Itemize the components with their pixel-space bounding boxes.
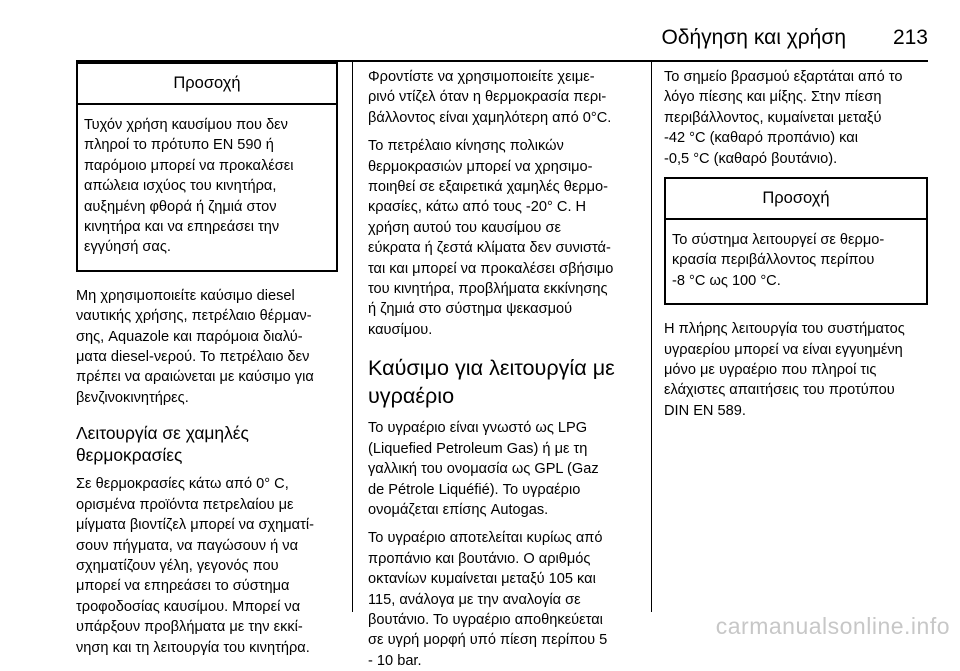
text-line: κινητήρα και να επηρεάσει την — [84, 219, 280, 236]
text-line: αυξημένη φθορά ή ζημιά στον — [84, 198, 277, 215]
text-line: βενζινοκινητήρες. — [76, 389, 189, 406]
text-line: σχηματίζουν γέλη, γεγονός που — [76, 557, 279, 574]
text-line: 115, ανάλογα με την αναλογία σε — [368, 591, 581, 608]
text-line: Μη χρησιμοποιείτε καύσιμο diesel — [76, 287, 295, 304]
page-number: 213 — [892, 26, 928, 49]
text-line: πρέπει να αραιώνεται με καύσιμο για — [76, 369, 314, 386]
text-line: χρήση αυτού του καυσίμου σε — [368, 219, 561, 236]
text-line: DIN EN 589. — [664, 402, 746, 419]
text-line: Το σύστημα λειτουργεί σε θερμο- — [672, 232, 885, 249]
text-line: μπορεί να επηρεάσει το σύστημα — [76, 578, 290, 595]
paragraph — [664, 319, 928, 421]
text-line: Η πλήρης λειτουργία του συστήματος — [664, 321, 905, 338]
text-line: de Pétrole Liquéfié). Το υγραέριο — [368, 481, 581, 498]
text-line: οκτανίων κυμαίνεται μεταξύ 105 και — [368, 571, 596, 588]
text-line: σουν πήγματα, να παγώσουν ή να — [76, 537, 299, 554]
caution-box — [76, 62, 338, 272]
text-line: (Liquefied Petroleum Gas) ή με τη — [368, 440, 588, 457]
text-line: λόγο πίεσης και μίξης. Στην πίεση — [664, 89, 882, 106]
text-line: σης, Aquazole και παρόμοια διαλύ- — [76, 328, 303, 345]
text-line: πληροί το πρότυπο EN 590 ή — [84, 137, 274, 154]
page-header — [76, 22, 928, 62]
paragraph — [368, 136, 638, 340]
caution-box — [664, 177, 928, 305]
heading-line: Καύσιμο για λειτουργία με — [368, 355, 615, 381]
heading-line: Λειτουργία σε χαμηλές — [76, 423, 249, 444]
heading-line: θερμοκρασίες — [76, 445, 183, 466]
text-line: μίγματα βιοντίζελ μπορεί να σχηματί- — [76, 517, 314, 534]
text-line: προπάνιο και βουτάνιο. Ο αριθμός — [368, 550, 591, 567]
text-line: ναυτικής χρήσης, πετρέλαιο θέρμαν- — [76, 308, 312, 325]
text-line: βουτάνιο. Το υγραέριο αποθηκεύεται — [368, 611, 603, 628]
text-line: απώλεια ισχύος του κινητήρα, — [84, 178, 277, 195]
text-line: περιβάλλοντος, κυμαίνεται μεταξύ — [664, 109, 882, 126]
text-line: -42 °C (καθαρό προπάνιο) και — [664, 130, 858, 147]
text-line: Το σημείο βρασμού εξαρτάται από το — [664, 69, 903, 85]
caution-text — [78, 105, 336, 270]
text-line: Τυχόν χρήση καυσίμου που δεν — [84, 117, 288, 133]
text-line: μόνο με υγραέριο που πληροί τις — [664, 362, 877, 379]
paragraph — [368, 528, 638, 671]
paragraph — [664, 67, 928, 169]
text-line: παρόμοιο μπορεί να προκαλέσει — [84, 157, 294, 174]
caution-title: Προσοχή — [78, 64, 336, 105]
column-2 — [368, 67, 638, 671]
text-line: θερμοκρασιών μπορεί να χρησιμο- — [368, 158, 593, 175]
caution-title: Προσοχή — [666, 179, 926, 220]
text-line: του κινητήρα, προβλήματα εκκίνησης — [368, 281, 608, 298]
text-line: ορισμένα προϊόντα πετρελαίου με — [76, 496, 294, 513]
paragraph — [368, 67, 638, 128]
text-line: Το πετρέλαιο κίνησης πολικών — [368, 138, 564, 155]
caution-text — [666, 220, 926, 303]
text-line: υπάρξουν προβλήματα με την εκκί- — [76, 619, 303, 636]
column-3 — [664, 67, 928, 421]
text-line: ται και μπορεί να προκαλέσει σβήσιμο — [368, 260, 614, 277]
text-line: ή ζημιά στο σύστημα ψεκασμού — [368, 301, 573, 318]
text-line: ματα diesel-νερού. Το πετρέλαιο δεν — [76, 349, 310, 366]
column-divider-1 — [352, 62, 353, 612]
watermark: carmanualsonline.info — [715, 613, 950, 639]
paragraph — [76, 286, 338, 408]
text-line: υγραερίου μπορεί να είναι εγγυημένη — [664, 341, 903, 358]
text-line: καυσίμου. — [368, 321, 433, 338]
text-line: γαλλική του ονομασία ως GPL (Gaz — [368, 461, 599, 478]
text-line: ελάχιστες απαιτήσεις του προτύπου — [664, 382, 895, 399]
text-line: βάλλοντος είναι χαμηλότερη από 0°C. — [368, 109, 612, 126]
text-line: ονομάζεται επίσης Autogas. — [368, 501, 549, 518]
text-line: ποιηθεί σε εξαιρετικά χαμηλές θερμο- — [368, 179, 609, 196]
text-line: κρασίες, κάτω από τους -20° C. Η — [368, 199, 587, 216]
text-line: -8 °C ως 100 °C. — [672, 272, 781, 289]
section-heading — [368, 354, 638, 410]
text-line: σε υγρή μορφή υπό πίεση περίπου 5 — [368, 632, 608, 649]
column-divider-2 — [651, 62, 652, 612]
section-heading — [76, 422, 338, 466]
text-line: Το υγραέριο είναι γνωστό ως LPG — [368, 420, 588, 437]
text-line: Σε θερμοκρασίες κάτω από 0° C, — [76, 476, 289, 493]
text-line: ρινό ντίζελ όταν η θερμοκρασία περι- — [368, 89, 607, 106]
column-1 — [76, 62, 338, 658]
text-line: κρασία περιβάλλοντος περίπου — [672, 252, 875, 269]
section-title: Οδήγηση και χρήση — [661, 26, 846, 49]
heading-line: υγραέριο — [368, 383, 455, 409]
paragraph — [76, 474, 338, 658]
text-line: Το υγραέριο αποτελείται κυρίως από — [368, 530, 603, 547]
text-line: εγγύησή σας. — [84, 239, 171, 256]
text-line: νηση και τη λειτουργία του κινητήρα. — [76, 639, 310, 656]
paragraph — [368, 418, 638, 520]
text-line: -0,5 °C (καθαρό βουτάνιο). — [664, 150, 838, 167]
text-line: τροφοδοσίας καυσίμου. Μπορεί να — [76, 598, 301, 615]
text-line: - 10 bar. — [368, 652, 422, 669]
text-line: εύκρατα ή ζεστά κλίματα δεν συνιστά- — [368, 240, 611, 257]
text-line: Φροντίστε να χρησιμοποιείτε χειμε- — [368, 69, 595, 85]
